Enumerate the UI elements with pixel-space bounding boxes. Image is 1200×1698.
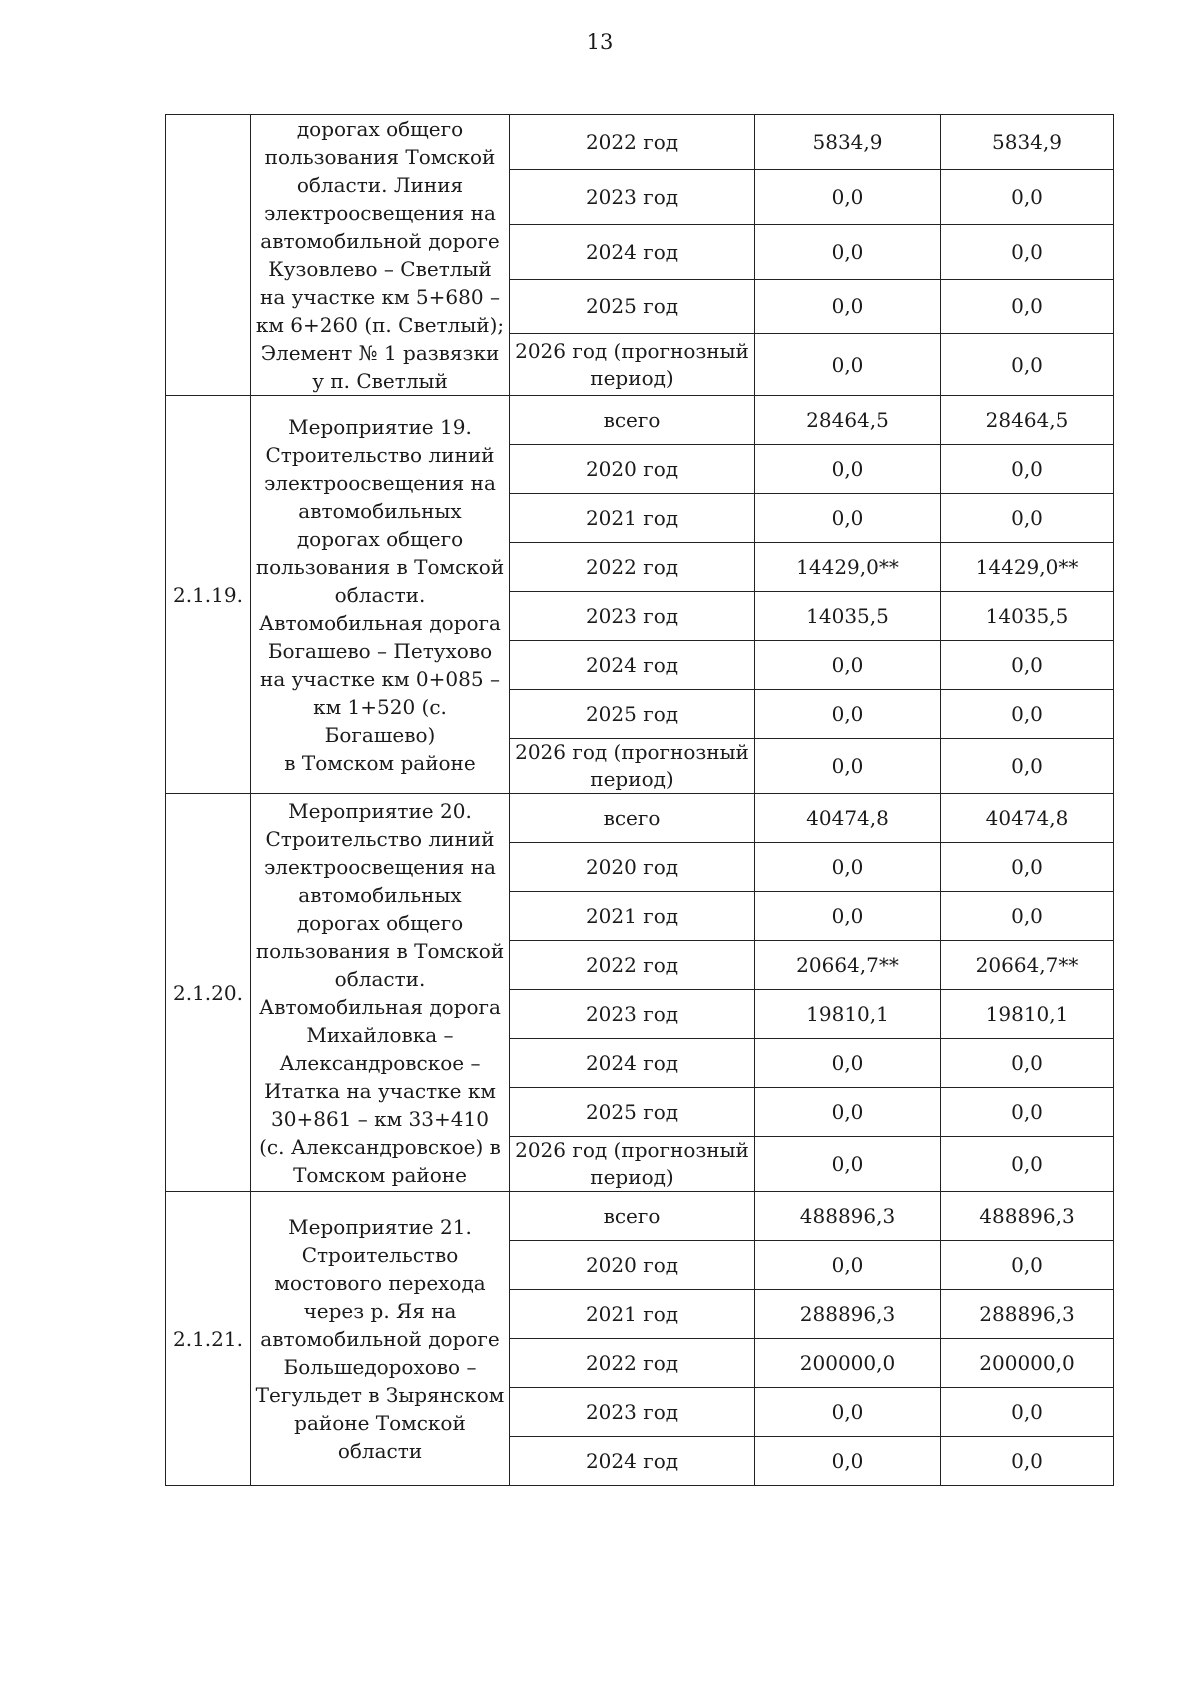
period-cell: 2026 год (прогнозный период) xyxy=(510,334,755,396)
amount-source-cell: 0,0 xyxy=(941,1039,1114,1088)
description-line: Мероприятие 21. xyxy=(288,1214,472,1239)
amount-source-cell: 0,0 xyxy=(941,224,1114,279)
measure-description xyxy=(251,1192,510,1486)
period-cell: 2021 год xyxy=(510,1290,755,1339)
amount-source-cell: 40474,8 xyxy=(941,794,1114,843)
amount-total-cell: 0,0 xyxy=(755,1437,941,1486)
amount-total-cell: 0,0 xyxy=(755,892,941,941)
amount-total-cell: 28464,5 xyxy=(755,396,941,445)
description-line: 30+861 – км 33+410 xyxy=(271,1106,489,1131)
table-body xyxy=(166,115,1114,1486)
amount-total-cell: 0,0 xyxy=(755,1137,941,1192)
measure-code: 2.1.19. xyxy=(166,396,251,794)
amount-total-cell: 0,0 xyxy=(755,690,941,739)
description-line: Александровское – xyxy=(279,1050,481,1075)
period-cell: 2023 год xyxy=(510,169,755,224)
amount-total-cell: 20664,7** xyxy=(755,941,941,990)
description-line: электроосвещения на xyxy=(264,854,496,879)
period-cell: 2024 год xyxy=(510,1039,755,1088)
period-cell: 2023 год xyxy=(510,1388,755,1437)
amount-source-cell: 28464,5 xyxy=(941,396,1114,445)
funding-table xyxy=(165,114,1114,1486)
amount-source-cell: 0,0 xyxy=(941,690,1114,739)
amount-total-cell: 0,0 xyxy=(755,1388,941,1437)
period-cell: 2025 год xyxy=(510,279,755,334)
amount-total-cell: 19810,1 xyxy=(755,990,941,1039)
amount-source-cell: 14429,0** xyxy=(941,543,1114,592)
amount-source-cell: 0,0 xyxy=(941,279,1114,334)
description-line: дорогах общего xyxy=(296,910,464,935)
period-cell: 2026 год (прогнозный период) xyxy=(510,739,755,794)
period-cell: 2024 год xyxy=(510,224,755,279)
description-line: на участке км 5+680 – xyxy=(260,285,500,309)
period-cell: 2024 год xyxy=(510,641,755,690)
description-line: пользования Томской xyxy=(264,145,496,169)
amount-total-cell: 40474,8 xyxy=(755,794,941,843)
description-line: пользования в Томской xyxy=(255,938,505,963)
amount-total-cell: 0,0 xyxy=(755,1241,941,1290)
description-line: Мероприятие 20. xyxy=(288,798,472,823)
description-line: Автомобильная дорога xyxy=(259,610,501,635)
amount-source-cell: 0,0 xyxy=(941,843,1114,892)
period-cell: 2020 год xyxy=(510,445,755,494)
measure-description xyxy=(251,396,510,794)
period-cell: всего xyxy=(510,396,755,445)
amount-source-cell: 0,0 xyxy=(941,1137,1114,1192)
amount-source-cell: 0,0 xyxy=(941,1437,1114,1486)
page-number: 13 xyxy=(586,30,614,54)
amount-source-cell: 488896,3 xyxy=(941,1192,1114,1241)
description-line: области. xyxy=(334,582,426,607)
description-line: пользования в Томской xyxy=(255,554,505,579)
table-row xyxy=(166,115,1114,170)
amount-total-cell: 0,0 xyxy=(755,494,941,543)
period-cell: 2024 год xyxy=(510,1437,755,1486)
period-cell: 2026 год (прогнозный период) xyxy=(510,1137,755,1192)
amount-total-cell: 5834,9 xyxy=(755,115,941,170)
measure-code: 2.1.21. xyxy=(166,1192,251,1486)
period-cell: 2025 год xyxy=(510,1088,755,1137)
description-line: на участке км 0+085 – xyxy=(260,666,500,691)
period-cell: всего xyxy=(510,794,755,843)
amount-total-cell: 0,0 xyxy=(755,445,941,494)
description-line: Мероприятие 19. xyxy=(288,414,472,439)
description-line: км 1+520 (с. Богашево) xyxy=(313,694,447,747)
period-cell: 2022 год xyxy=(510,115,755,170)
description-line: Кузовлево – Светлый xyxy=(268,257,492,281)
amount-source-cell: 0,0 xyxy=(941,169,1114,224)
description-line: через р. Яя на xyxy=(303,1298,457,1323)
description-line: в Томском районе xyxy=(284,750,476,775)
amount-source-cell: 14035,5 xyxy=(941,592,1114,641)
measure-code: 2.1.20. xyxy=(166,794,251,1192)
description-line: электроосвещения на xyxy=(264,470,496,495)
amount-source-cell: 200000,0 xyxy=(941,1339,1114,1388)
description-line: Автомобильная дорога xyxy=(259,994,501,1019)
amount-source-cell: 0,0 xyxy=(941,1388,1114,1437)
description-line: Богашево – Петухово xyxy=(267,638,493,663)
description-line: Тегульдет в Зырянском xyxy=(255,1382,505,1407)
table-row xyxy=(166,396,1114,445)
description-line: автомобильной дороге xyxy=(260,229,500,253)
period-cell: 2021 год xyxy=(510,892,755,941)
amount-total-cell: 14035,5 xyxy=(755,592,941,641)
amount-source-cell: 0,0 xyxy=(941,892,1114,941)
amount-total-cell: 488896,3 xyxy=(755,1192,941,1241)
amount-total-cell: 14429,0** xyxy=(755,543,941,592)
amount-total-cell: 0,0 xyxy=(755,843,941,892)
period-cell: 2023 год xyxy=(510,990,755,1039)
description-line: дорогах общего xyxy=(296,117,464,141)
amount-total-cell: 0,0 xyxy=(755,169,941,224)
amount-source-cell: 0,0 xyxy=(941,334,1114,396)
description-line: Строительство линий xyxy=(265,826,495,851)
amount-total-cell: 288896,3 xyxy=(755,1290,941,1339)
table-row xyxy=(166,1192,1114,1241)
amount-total-cell: 0,0 xyxy=(755,224,941,279)
period-cell: 2022 год xyxy=(510,543,755,592)
description-line: дорогах общего xyxy=(296,526,464,551)
amount-total-cell: 0,0 xyxy=(755,334,941,396)
measure-description xyxy=(251,115,510,396)
description-line: Элемент № 1 развязки xyxy=(260,341,500,365)
description-line: мостового перехода xyxy=(274,1270,486,1295)
description-line: автомобильной дороге xyxy=(260,1326,500,1351)
amount-total-cell: 0,0 xyxy=(755,279,941,334)
amount-source-cell: 0,0 xyxy=(941,739,1114,794)
amount-source-cell: 0,0 xyxy=(941,1241,1114,1290)
amount-source-cell: 0,0 xyxy=(941,445,1114,494)
period-cell: 2025 год xyxy=(510,690,755,739)
description-line: области xyxy=(337,1438,423,1463)
amount-total-cell: 0,0 xyxy=(755,1039,941,1088)
table-row xyxy=(166,794,1114,843)
description-line: Большедорохово – xyxy=(283,1354,477,1379)
description-line: Строительство xyxy=(301,1242,459,1267)
description-line: районе Томской xyxy=(294,1410,466,1435)
amount-source-cell: 19810,1 xyxy=(941,990,1114,1039)
description-line: автомобильных xyxy=(298,498,462,523)
amount-source-cell: 0,0 xyxy=(941,1088,1114,1137)
amount-source-cell: 0,0 xyxy=(941,494,1114,543)
period-cell: 2021 год xyxy=(510,494,755,543)
description-line: Михайловка – xyxy=(306,1022,454,1047)
description-line: Томском районе xyxy=(293,1162,467,1187)
description-line: (с. Александровское) в xyxy=(259,1134,501,1159)
amount-source-cell: 0,0 xyxy=(941,641,1114,690)
amount-source-cell: 5834,9 xyxy=(941,115,1114,170)
description-line: Итатка на участке км xyxy=(264,1078,496,1103)
measure-description xyxy=(251,794,510,1192)
measure-code xyxy=(166,115,251,396)
period-cell: 2022 год xyxy=(510,941,755,990)
period-cell: 2020 год xyxy=(510,1241,755,1290)
amount-source-cell: 288896,3 xyxy=(941,1290,1114,1339)
amount-total-cell: 0,0 xyxy=(755,641,941,690)
description-line: области. Линия xyxy=(296,173,464,197)
description-line: Строительство линий xyxy=(265,442,495,467)
period-cell: всего xyxy=(510,1192,755,1241)
period-cell: 2023 год xyxy=(510,592,755,641)
period-cell: 2020 год xyxy=(510,843,755,892)
description-line: области. xyxy=(334,966,426,991)
amount-total-cell: 0,0 xyxy=(755,1088,941,1137)
description-line: км 6+260 (п. Светлый); xyxy=(255,313,505,337)
amount-source-cell: 20664,7** xyxy=(941,941,1114,990)
description-line: автомобильных xyxy=(298,882,462,907)
description-line: у п. Светлый xyxy=(312,369,448,393)
period-cell: 2022 год xyxy=(510,1339,755,1388)
amount-total-cell: 0,0 xyxy=(755,739,941,794)
description-line: электроосвещения на xyxy=(264,201,496,225)
amount-total-cell: 200000,0 xyxy=(755,1339,941,1388)
